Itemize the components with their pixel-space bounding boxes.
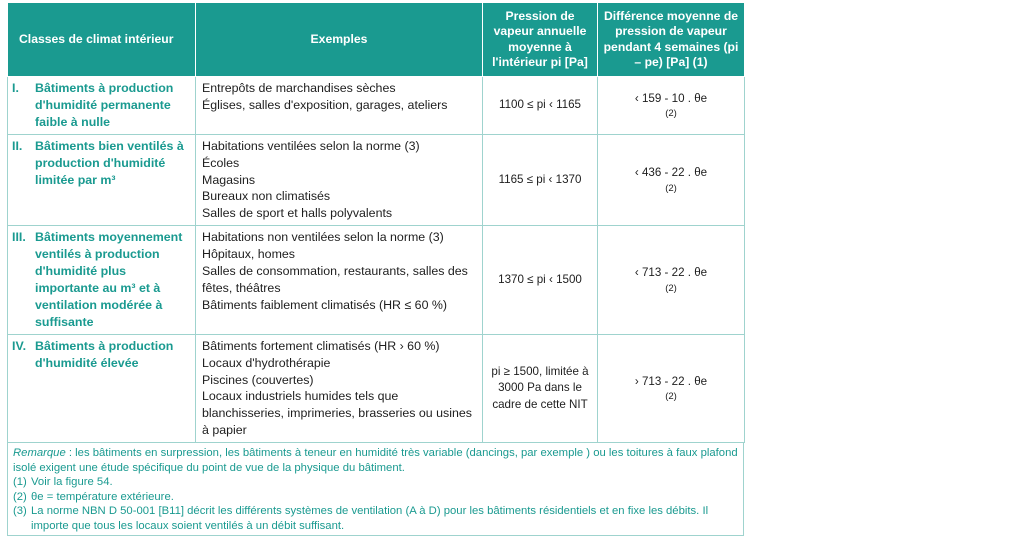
table-row: [8, 77, 745, 135]
example-item: Bureaux non climatisés: [202, 189, 331, 204]
example-item: Entrepôts de marchandises sèches: [202, 81, 396, 95]
table-notes: [7, 443, 744, 536]
examples-cell: [196, 226, 483, 334]
footnote-2: [13, 490, 738, 505]
example-item: Magasins: [202, 172, 256, 187]
footnote-text: θe = température extérieure.: [31, 490, 174, 503]
footnote-ref: (2): [665, 108, 677, 120]
example-item: Bâtiments fortement climatisés (HR › 60 %): [202, 338, 440, 353]
footnote-ref: (2): [665, 391, 677, 403]
footnote-ref: (2): [665, 182, 677, 194]
class-cell: [8, 134, 196, 226]
example-item: Salles de sport et halls polyvalents: [202, 206, 393, 221]
remark-label: Remarque: [13, 447, 66, 460]
example-item: Habitations non ventilées selon la norme (3): [202, 230, 444, 245]
header-climate-class: Classes de climat intérieur: [8, 3, 196, 77]
remark: [13, 446, 738, 475]
footnote-mark: (2): [13, 490, 27, 503]
difference-value: › 713 - 22 . θe: [634, 374, 708, 388]
table-row: [8, 134, 745, 226]
footnote-text: La norme NBN D 50-001 [B11] décrit les différents systèmes de ventilation (A à D) pour les bâtiments résidentiels et en fixe les débits. Il importe que tous les locaux soient ventilés à un débit suffisant.: [31, 505, 709, 532]
class-label: Bâtiments moyennement ventilés à production d'humidité plus importante au m³ et à ventilation modérée à suffisante: [35, 230, 183, 329]
example-item: Bâtiments faiblement climatisés (HR ≤ 60 %): [202, 297, 448, 312]
class-label: Bâtiments à production d'humidité permanente faible à nulle: [35, 81, 174, 129]
remark-text: : les bâtiments en surpression, les bâtiments à teneur en humidité très variable (dancings, par exemple ) ou les toitures à faux plafond isolé exigent une étude spécifique du point de vue de la physique du bâtiment.: [13, 447, 738, 474]
table-header-row: [8, 3, 745, 77]
class-cell: [8, 334, 196, 442]
footnote-ref: (2): [665, 282, 677, 294]
pressure-cell: 1165 ≤ pi ‹ 1370: [483, 134, 598, 226]
class-number: I.: [12, 81, 19, 95]
climate-classes-table: [7, 2, 745, 443]
difference-value: ‹ 713 - 22 . θe: [634, 266, 708, 280]
difference-cell: [598, 77, 745, 135]
footnote-1: [13, 475, 738, 490]
examples-cell: [196, 334, 483, 442]
climate-classes-table-container: [7, 2, 744, 536]
examples-cell: [196, 77, 483, 135]
footnote-text: Voir la figure 54.: [31, 476, 113, 489]
difference-cell: [598, 334, 745, 442]
pressure-cell: pi ≥ 1500, limitée à 3000 Pa dans le cadre de cette NIT: [483, 334, 598, 442]
example-item: Locaux industriels humides tels que blanchisseries, imprimeries, brasseries ou usines à papier: [202, 389, 472, 438]
pressure-cell: 1370 ≤ pi ‹ 1500: [483, 226, 598, 334]
header-annual-pressure: Pression de vapeur annuelle moyenne à l'intérieur pi [Pa]: [483, 3, 598, 77]
example-item: Hôpitaux, homes: [202, 247, 295, 262]
example-item: Piscines (couvertes): [202, 372, 314, 387]
footnote-mark: (3): [13, 505, 27, 518]
pressure-cell: 1100 ≤ pi ‹ 1165: [483, 77, 598, 135]
example-item: Habitations ventilées selon la norme (3): [202, 138, 420, 153]
difference-value: ‹ 159 - 10 . θe: [634, 91, 708, 105]
table-row: [8, 226, 745, 334]
class-number: II.: [12, 138, 23, 153]
difference-cell: [598, 134, 745, 226]
class-cell: [8, 226, 196, 334]
footnote-mark: (1): [13, 476, 27, 489]
class-cell: [8, 77, 196, 135]
example-item: Écoles: [202, 155, 240, 170]
difference-cell: [598, 226, 745, 334]
table-row: [8, 334, 745, 442]
example-item: Églises, salles d'exposition, garages, ateliers: [202, 97, 448, 112]
header-examples: Exemples: [196, 3, 483, 77]
examples-cell: [196, 134, 483, 226]
header-pressure-difference: Différence moyenne de pression de vapeur pendant 4 semaines (pi – pe) [Pa] (1): [598, 3, 745, 77]
footnote-3: [13, 504, 738, 533]
class-number: IV.: [12, 338, 27, 353]
class-number: III.: [12, 230, 26, 245]
class-label: Bâtiments bien ventilés à production d'humidité limitée par m³: [35, 138, 184, 187]
difference-value: ‹ 436 - 22 . θe: [634, 166, 708, 180]
example-item: Salles de consommation, restaurants, salles des fêtes, théâtres: [202, 264, 468, 295]
example-item: Locaux d'hydrothérapie: [202, 355, 331, 370]
class-label: Bâtiments à production d'humidité élevée: [35, 338, 174, 370]
